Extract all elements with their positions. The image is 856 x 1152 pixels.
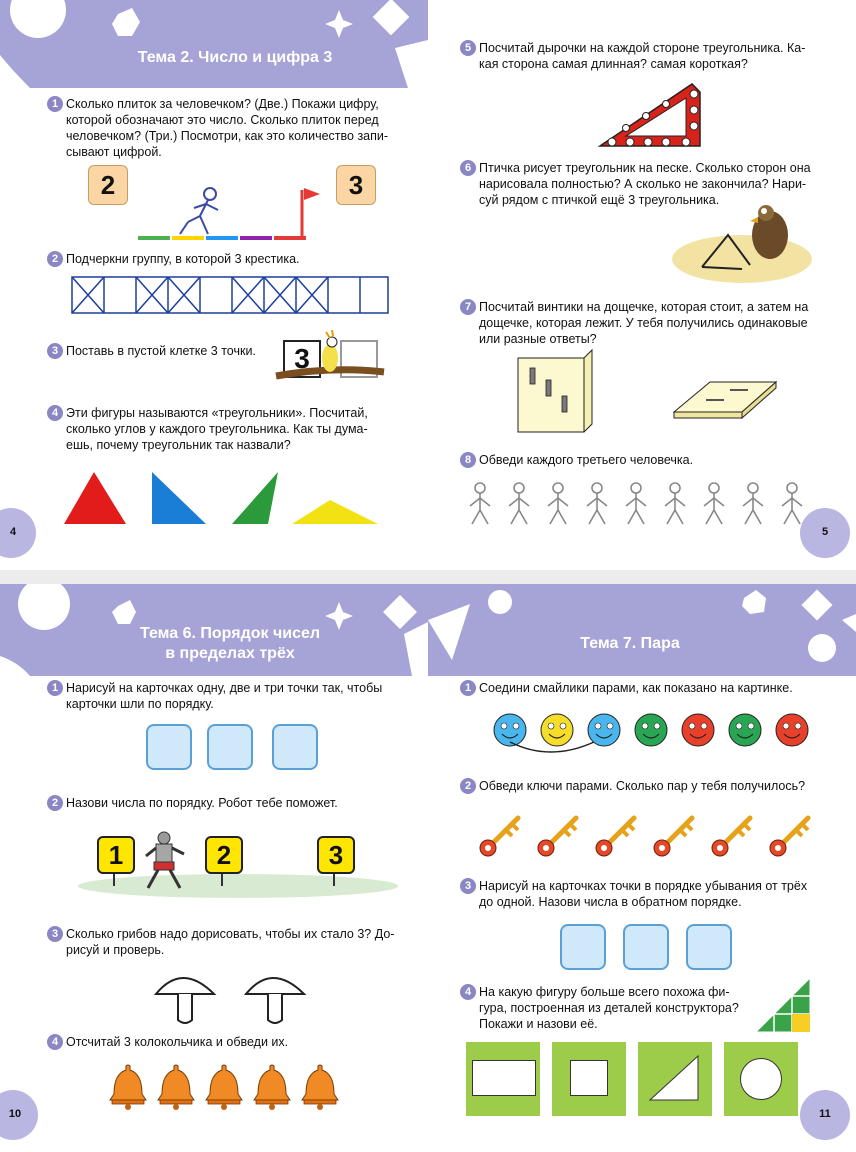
- stick-person: [587, 483, 607, 524]
- key[interactable]: [654, 818, 692, 856]
- task-number: 3: [47, 926, 63, 942]
- page-title-right: Тема 7. Пара: [580, 635, 680, 652]
- key[interactable]: [596, 818, 634, 856]
- task-text-line: Сколько плиток за человечком? (Две.) Покажи цифру,: [66, 97, 379, 111]
- right-page-top-strip: [428, 0, 856, 4]
- task-text-line: Соедини смайлики парами, как показано на картинке.: [479, 681, 793, 695]
- task-text-line: рисуй и проверь.: [66, 943, 165, 957]
- dot-card-3[interactable]: [272, 724, 318, 770]
- task-number: 3: [47, 343, 63, 359]
- stick-person: [509, 483, 529, 524]
- dot-card-2[interactable]: [207, 724, 253, 770]
- construction-pieces-figure: [754, 976, 814, 1036]
- title-line: Тема 6. Порядок чисел: [139, 625, 321, 642]
- task-number: 1: [47, 680, 63, 696]
- shape-choice-triangle[interactable]: [638, 1042, 712, 1116]
- page-number-5: 5: [800, 508, 850, 558]
- smiley[interactable]: [588, 714, 620, 746]
- task-number: 1: [47, 96, 63, 112]
- number-card-3: 3: [283, 340, 321, 378]
- key[interactable]: [770, 818, 808, 856]
- triangle-hole: [638, 1042, 712, 1116]
- bell[interactable]: [110, 1065, 146, 1110]
- smiley[interactable]: [729, 714, 761, 746]
- task-text-line: Обведи каждого третьего человечка.: [479, 453, 694, 467]
- parrot-on-branch: [272, 330, 392, 390]
- spread-divider: [0, 570, 856, 584]
- stick-person: [782, 483, 802, 524]
- triangles-row: [62, 468, 392, 528]
- task-text-line: сывают цифрой.: [66, 145, 162, 159]
- red-triangle: [64, 472, 126, 524]
- task-text-line: Отсчитай 3 колокольчика и обведи их.: [66, 1035, 289, 1049]
- task-text-line: человечком? (Три.) Посмотри, как это количество запи-: [66, 129, 389, 143]
- page-title-left: Тема 2. Число и цифра 3: [137, 49, 333, 66]
- task-number: 7: [460, 299, 476, 315]
- task-number: 4: [47, 405, 63, 421]
- green-triangle: [232, 472, 278, 524]
- stick-person: [704, 483, 724, 524]
- number-sign-2: 2: [205, 836, 243, 874]
- holed-triangle: [596, 80, 706, 152]
- task-text-line: до одной. Назови числа в обратном порядке.: [479, 895, 742, 909]
- bell[interactable]: [302, 1065, 338, 1110]
- number-sign-3: 3: [317, 836, 355, 874]
- task-text-line: гура, построенная из деталей конструктора?: [479, 1001, 739, 1015]
- task-text-line: Подчеркни группу, в которой 3 крестика.: [66, 252, 300, 266]
- digit-tile-2: 2: [88, 165, 128, 205]
- smiley[interactable]: [682, 714, 714, 746]
- shape-choice-square[interactable]: [552, 1042, 626, 1116]
- task-text-line: Обведи ключи парами. Сколько пар у тебя получилось?: [479, 779, 806, 793]
- shape-choice-wide-rectangle[interactable]: [466, 1042, 540, 1116]
- task-number: 2: [47, 251, 63, 267]
- stick-person: [626, 483, 646, 524]
- task-text-line: сколько углов у каждого треугольника. Как ты дума-: [66, 422, 368, 436]
- task-number: 4: [47, 1034, 63, 1050]
- smiley[interactable]: [776, 714, 808, 746]
- smiley[interactable]: [635, 714, 667, 746]
- task-text-line: Посчитай винтики на дощечке, которая стоит, а затем на: [479, 300, 809, 314]
- top-spread: [0, 0, 856, 570]
- smileys-row: [490, 710, 820, 760]
- task-number: 2: [47, 795, 63, 811]
- task-number: 3: [460, 878, 476, 894]
- task-text-line: карточки шли по порядку.: [66, 697, 214, 711]
- bell[interactable]: [254, 1065, 290, 1110]
- task-text-line: Эти фигуры называются «треугольники». Посчитай,: [66, 406, 368, 420]
- stick-person: [743, 483, 763, 524]
- dot-card-r3[interactable]: [686, 924, 732, 970]
- task-text-line: Птичка рисует треугольник на песке. Сколько сторон она: [479, 161, 811, 175]
- shape-choice-circle[interactable]: [724, 1042, 798, 1116]
- task-text-line: суй рядом с птичкой ещё 3 треугольника.: [479, 193, 720, 207]
- page-title-left: [100, 624, 360, 664]
- task-text-line: На какую фигуру больше всего похожа фи-: [479, 985, 730, 999]
- bell[interactable]: [158, 1065, 194, 1110]
- task-number: 4: [460, 984, 476, 1000]
- number-sign-1: 1: [97, 836, 135, 874]
- page-number-4: 4: [0, 508, 36, 558]
- task-text-line: ешь, почему треугольник так назвали?: [66, 438, 291, 452]
- dot-card-1[interactable]: [146, 724, 192, 770]
- task-text-line: или разные ответы?: [479, 332, 597, 346]
- task-text-line: Сколько грибов надо дорисовать, чтобы их стало 3? До-: [66, 927, 395, 941]
- digit-tile-3: 3: [336, 165, 376, 205]
- bottom-spread: [0, 584, 856, 1152]
- walking-man-illustration: [134, 170, 334, 250]
- task-text-line: Назови числа по порядку. Робот тебе поможет.: [66, 796, 338, 810]
- smiley[interactable]: [494, 714, 526, 746]
- task-text-line: нарисовала полностью? А сколько не закончила? Нари-: [479, 177, 807, 191]
- square-hole: [570, 1060, 608, 1096]
- task-text-line: которой обозначают это число. Сколько плиток перед: [66, 113, 379, 127]
- stick-person: [548, 483, 568, 524]
- bell[interactable]: [206, 1065, 242, 1110]
- smiley[interactable]: [541, 714, 573, 746]
- rectangle-hole: [472, 1060, 536, 1096]
- task-number: 5: [460, 40, 476, 56]
- standing-board-with-screws: [506, 348, 606, 438]
- keys-row: [476, 810, 826, 860]
- page-number-10: 10: [0, 1090, 38, 1140]
- key[interactable]: [480, 818, 518, 856]
- banner-decoration: [0, 0, 428, 88]
- mushroom-outlines: [152, 968, 322, 1028]
- task-text-line: Нарисуй на карточках точки в порядке убывания от трёх: [479, 879, 808, 893]
- task-text-line: Посчитай дырочки на каждой стороне треугольника. Ка-: [479, 41, 806, 55]
- dot-card-r1[interactable]: [560, 924, 606, 970]
- stick-person: [665, 483, 685, 524]
- cross-grid: [72, 277, 402, 317]
- task-text-line: кая сторона самая длинная? самая короткая?: [479, 57, 748, 71]
- circle-hole: [740, 1058, 782, 1100]
- yellow-triangle: [292, 500, 378, 524]
- dot-card-r2[interactable]: [623, 924, 669, 970]
- task-number: 8: [460, 452, 476, 468]
- task-text-line: Нарисуй на карточках одну, две и три точки так, чтобы: [66, 681, 383, 695]
- key[interactable]: [712, 818, 750, 856]
- lying-board-with-screws: [672, 380, 782, 430]
- bells-row: [104, 1062, 354, 1112]
- stick-people-row: [466, 480, 816, 528]
- blue-triangle: [152, 472, 206, 524]
- task-text-line: Покажи и назови её.: [479, 1017, 598, 1031]
- task-number: 2: [460, 778, 476, 794]
- task-text-line: дощечке, которая лежит. У тебя получились одинаковые: [479, 316, 808, 330]
- stick-person: [470, 483, 490, 524]
- key[interactable]: [538, 818, 576, 856]
- task-text-line: Поставь в пустой клетке 3 точки.: [66, 344, 256, 358]
- bird-drawing-in-sand: [672, 195, 822, 285]
- task-number: 1: [460, 680, 476, 696]
- task-number: 6: [460, 160, 476, 176]
- title-line: в пределах трёх: [165, 645, 295, 662]
- page-number-11: 11: [800, 1090, 850, 1140]
